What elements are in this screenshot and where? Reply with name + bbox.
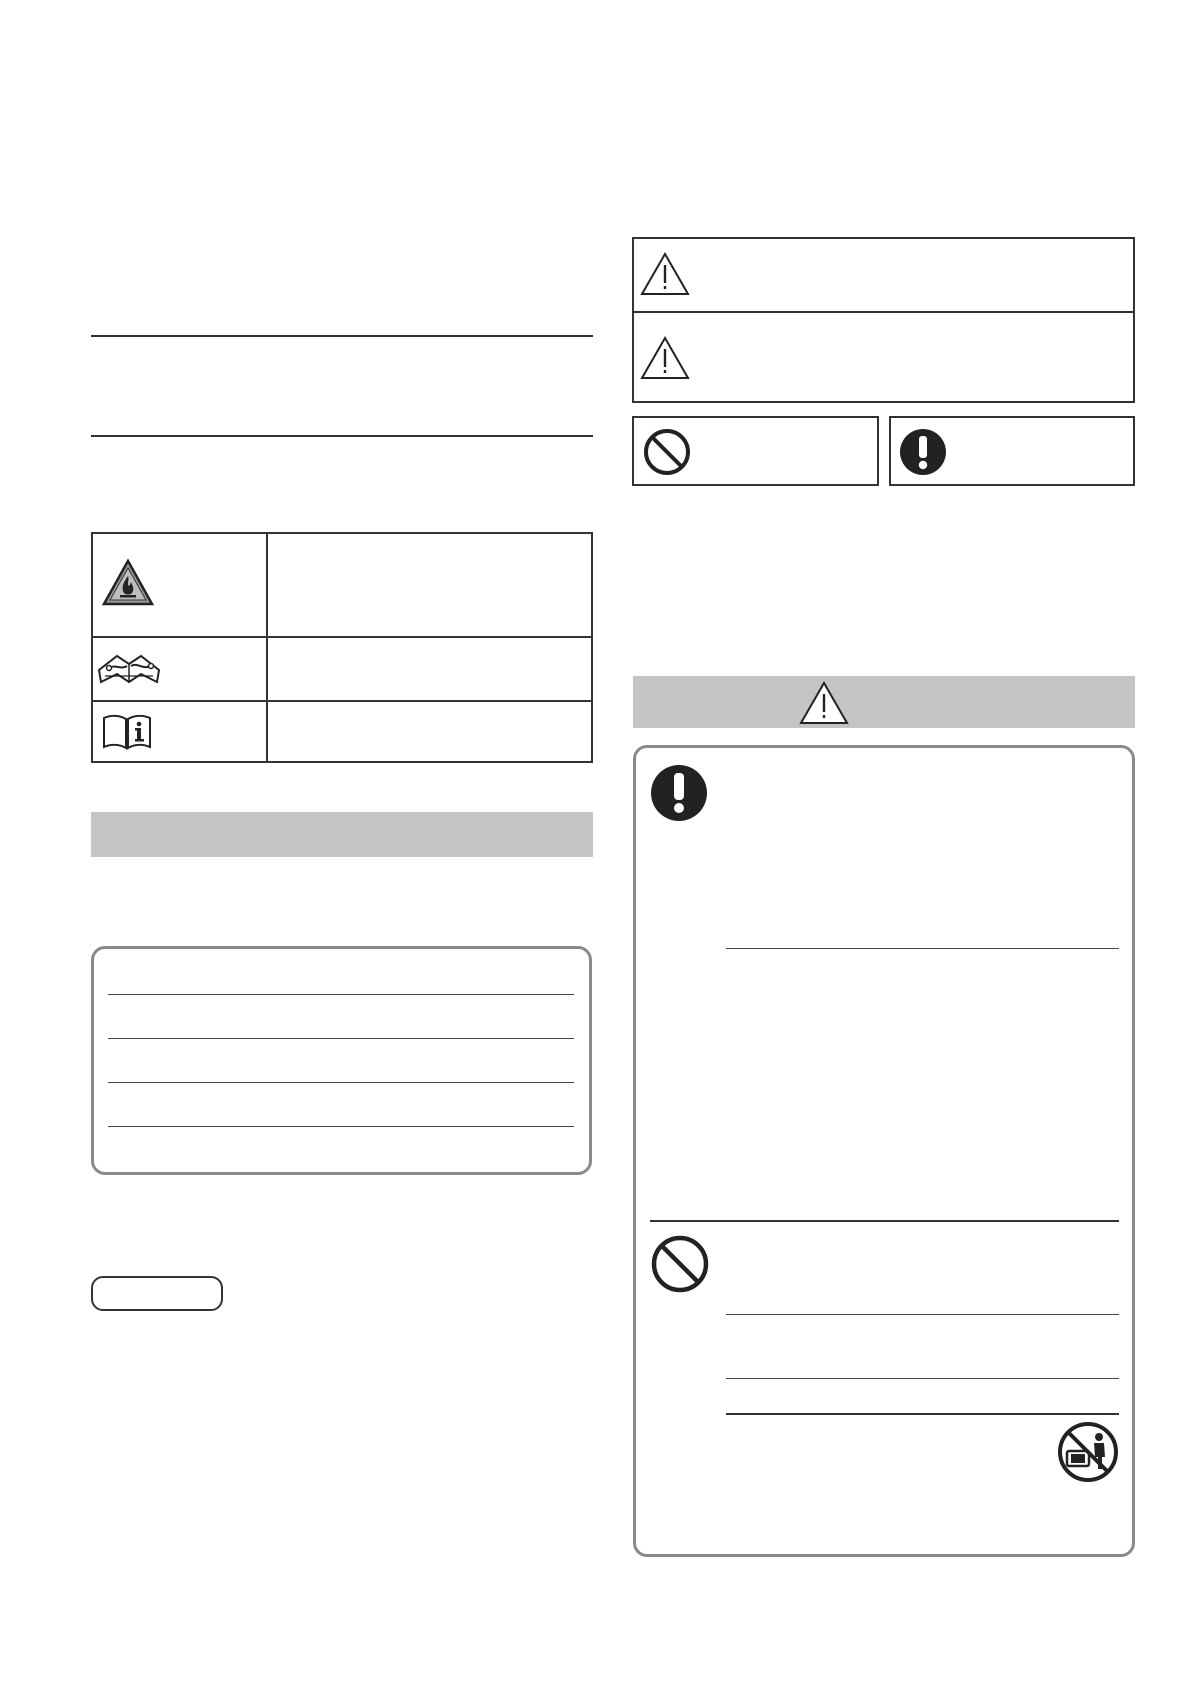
label-pill: [91, 1276, 223, 1311]
table-column-divider: [266, 534, 268, 761]
prohibited-icon: [650, 1234, 710, 1294]
table-row-divider: [93, 700, 591, 702]
section-heading-bar: [91, 812, 593, 857]
panel-rule: [726, 948, 1119, 949]
mandatory-legend-box: [889, 416, 1135, 486]
mandatory-icon: [898, 427, 948, 477]
no-children-play-icon: [1057, 1421, 1119, 1483]
warning-heading-bar: [633, 676, 1135, 728]
service-manual-icon: [95, 646, 163, 692]
section-rule: [650, 1220, 1119, 1222]
table-row-divider: [93, 636, 591, 638]
legend-row-divider: [634, 311, 1133, 313]
warning-triangle-icon: [639, 251, 691, 297]
panel-rule: [726, 1314, 1119, 1315]
prohibited-icon: [642, 427, 692, 477]
prohibited-legend-box: [632, 416, 879, 486]
panel-rule: [726, 1378, 1119, 1379]
mandatory-icon: [649, 763, 709, 823]
panel-rule: [108, 994, 574, 995]
panel-rule: [726, 1413, 1119, 1415]
top-rule: [91, 335, 593, 337]
information-manual-icon: [101, 712, 153, 752]
model-info-panel: [91, 946, 592, 1175]
panel-rule: [108, 1082, 574, 1083]
hazard-legend-box: [632, 237, 1135, 403]
panel-rule: [108, 1126, 574, 1127]
caution-triangle-icon: [639, 335, 691, 381]
flammable-warning-icon: [101, 558, 155, 608]
symbol-table: [91, 532, 593, 763]
warning-panel: [633, 745, 1135, 1557]
panel-rule: [108, 1038, 574, 1039]
second-rule: [91, 435, 593, 437]
warning-triangle-icon: [798, 680, 850, 726]
